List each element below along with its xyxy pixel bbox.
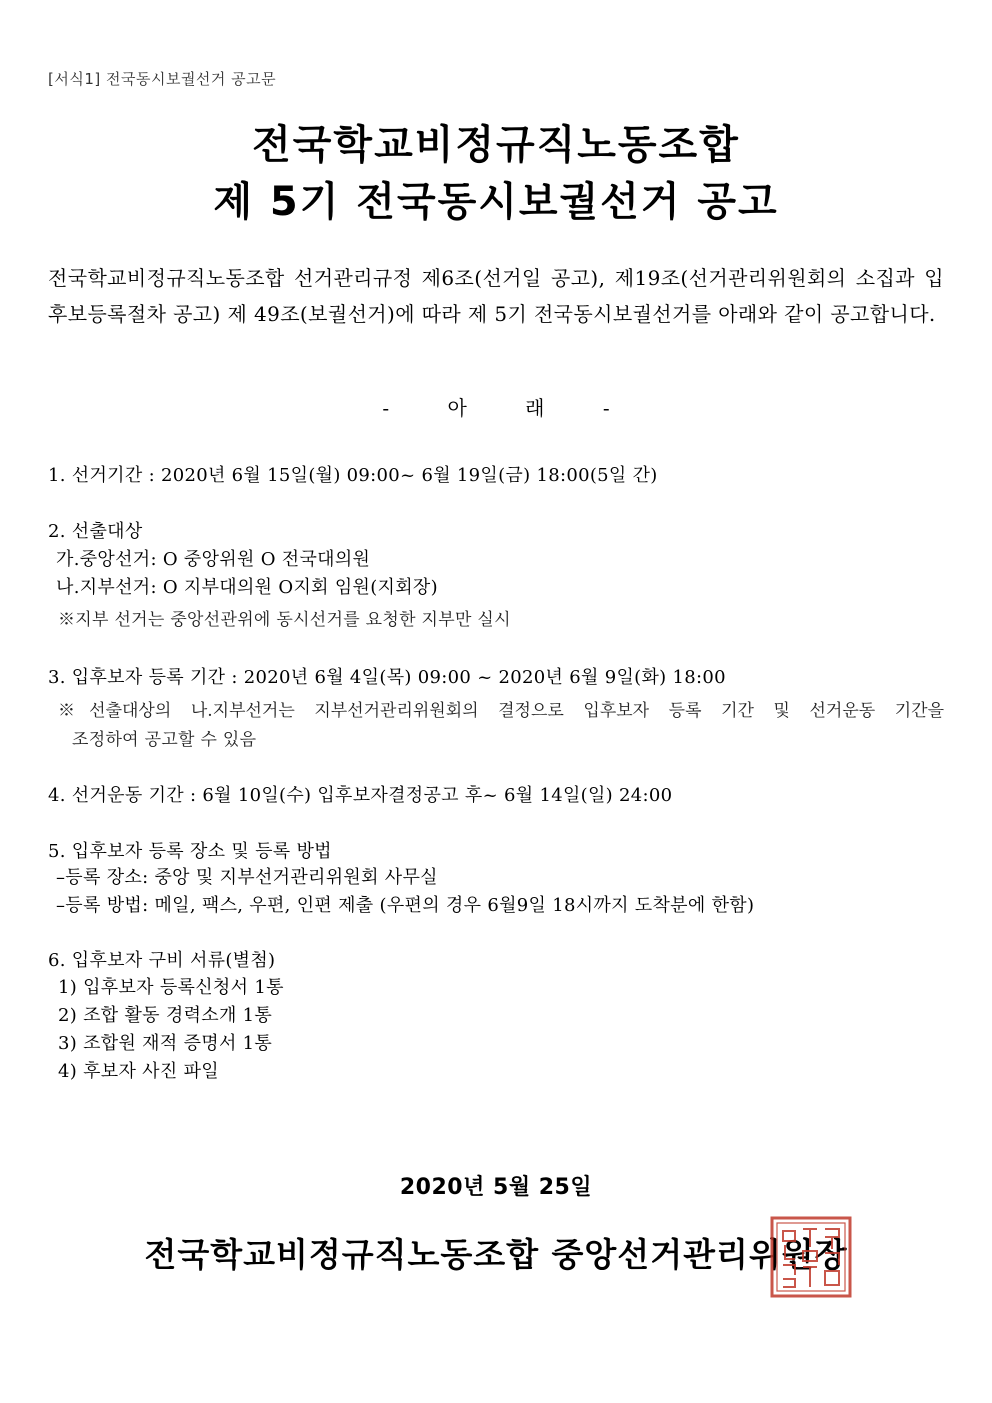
- section-5-title: 5. 입후보자 등록 장소 및 등록 방법: [48, 841, 332, 862]
- section-2-branch: 나.지부선거: O 지부대의원 O지회 임원(지회장): [56, 577, 438, 598]
- official-seal-icon: [769, 1215, 853, 1299]
- intro-paragraph: 전국학교비정규직노동조합 선거관리규정 제6조(선거일 공고), 제19조(선거관리위원회의 소집과 입후보등록절차 공고) 제 49조(보궐선거)에 따라 제 5기 전국동시보궐선거를 아래와 같이 공고합니다.: [48, 266, 944, 326]
- document-list-item: 1) 입후보자 등록신청서 1통: [58, 977, 284, 998]
- signer-title: 전국학교비정규직노동조합 중앙선거관리위원장: [144, 1235, 848, 1274]
- section-5-place: –등록 장소: 중앙 및 지부선거관리위원회 사무실: [56, 867, 438, 888]
- announcement-date: 2020년 5월 25일: [399, 1175, 593, 1200]
- title-line-1: 전국학교비정규직노동조합: [252, 122, 740, 168]
- document-list-item: 4) 후보자 사진 파일: [58, 1061, 219, 1082]
- section-2-central: 가.중앙선거: O 중앙위원 O 전국대의원: [56, 549, 371, 570]
- section-3-note-line-1: ※선출대상의 나.지부선거는 지부선거관리위원회의 결정으로 입후보자 등록 기간 및 선거운동 기간을: [58, 701, 944, 721]
- section-2-title: 2. 선출대상: [48, 521, 143, 542]
- document-list-item: 3) 조합원 재적 증명서 1통: [58, 1033, 273, 1054]
- below-marker: - 아 래 -: [382, 396, 610, 420]
- document-list-item: 2) 조합 활동 경력소개 1통: [58, 1005, 273, 1026]
- section-4-campaign-period: 4. 선거운동 기간 : 6월 10일(수) 입후보자결정공고 후~ 6월 14일(일) 24:00: [48, 785, 673, 806]
- section-3-note-line-2: 조정하여 공고할 수 있음: [72, 730, 257, 750]
- form-label: [서식1] 전국동시보궐선거 공고문: [48, 70, 277, 88]
- section-2-note: ※지부 선거는 중앙선관위에 동시선거를 요청한 지부만 실시: [58, 610, 511, 630]
- title-line-2: 제 5기 전국동시보궐선거 공고: [213, 179, 779, 225]
- section-3-registration-period: 3. 입후보자 등록 기간 : 2020년 6월 4일(목) 09:00 ~ 2020년 6월 9일(화) 18:00: [48, 667, 726, 688]
- section-6-title: 6. 입후보자 구비 서류(별첨): [48, 950, 276, 971]
- section-1-election-period: 1. 선거기간 : 2020년 6월 15일(월) 09:00~ 6월 19일(금) 18:00(5일 간): [48, 465, 658, 486]
- section-5-method: –등록 방법: 메일, 팩스, 우편, 인편 제출 (우편의 경우 6월9일 18시까지 도착분에 한함): [56, 895, 755, 916]
